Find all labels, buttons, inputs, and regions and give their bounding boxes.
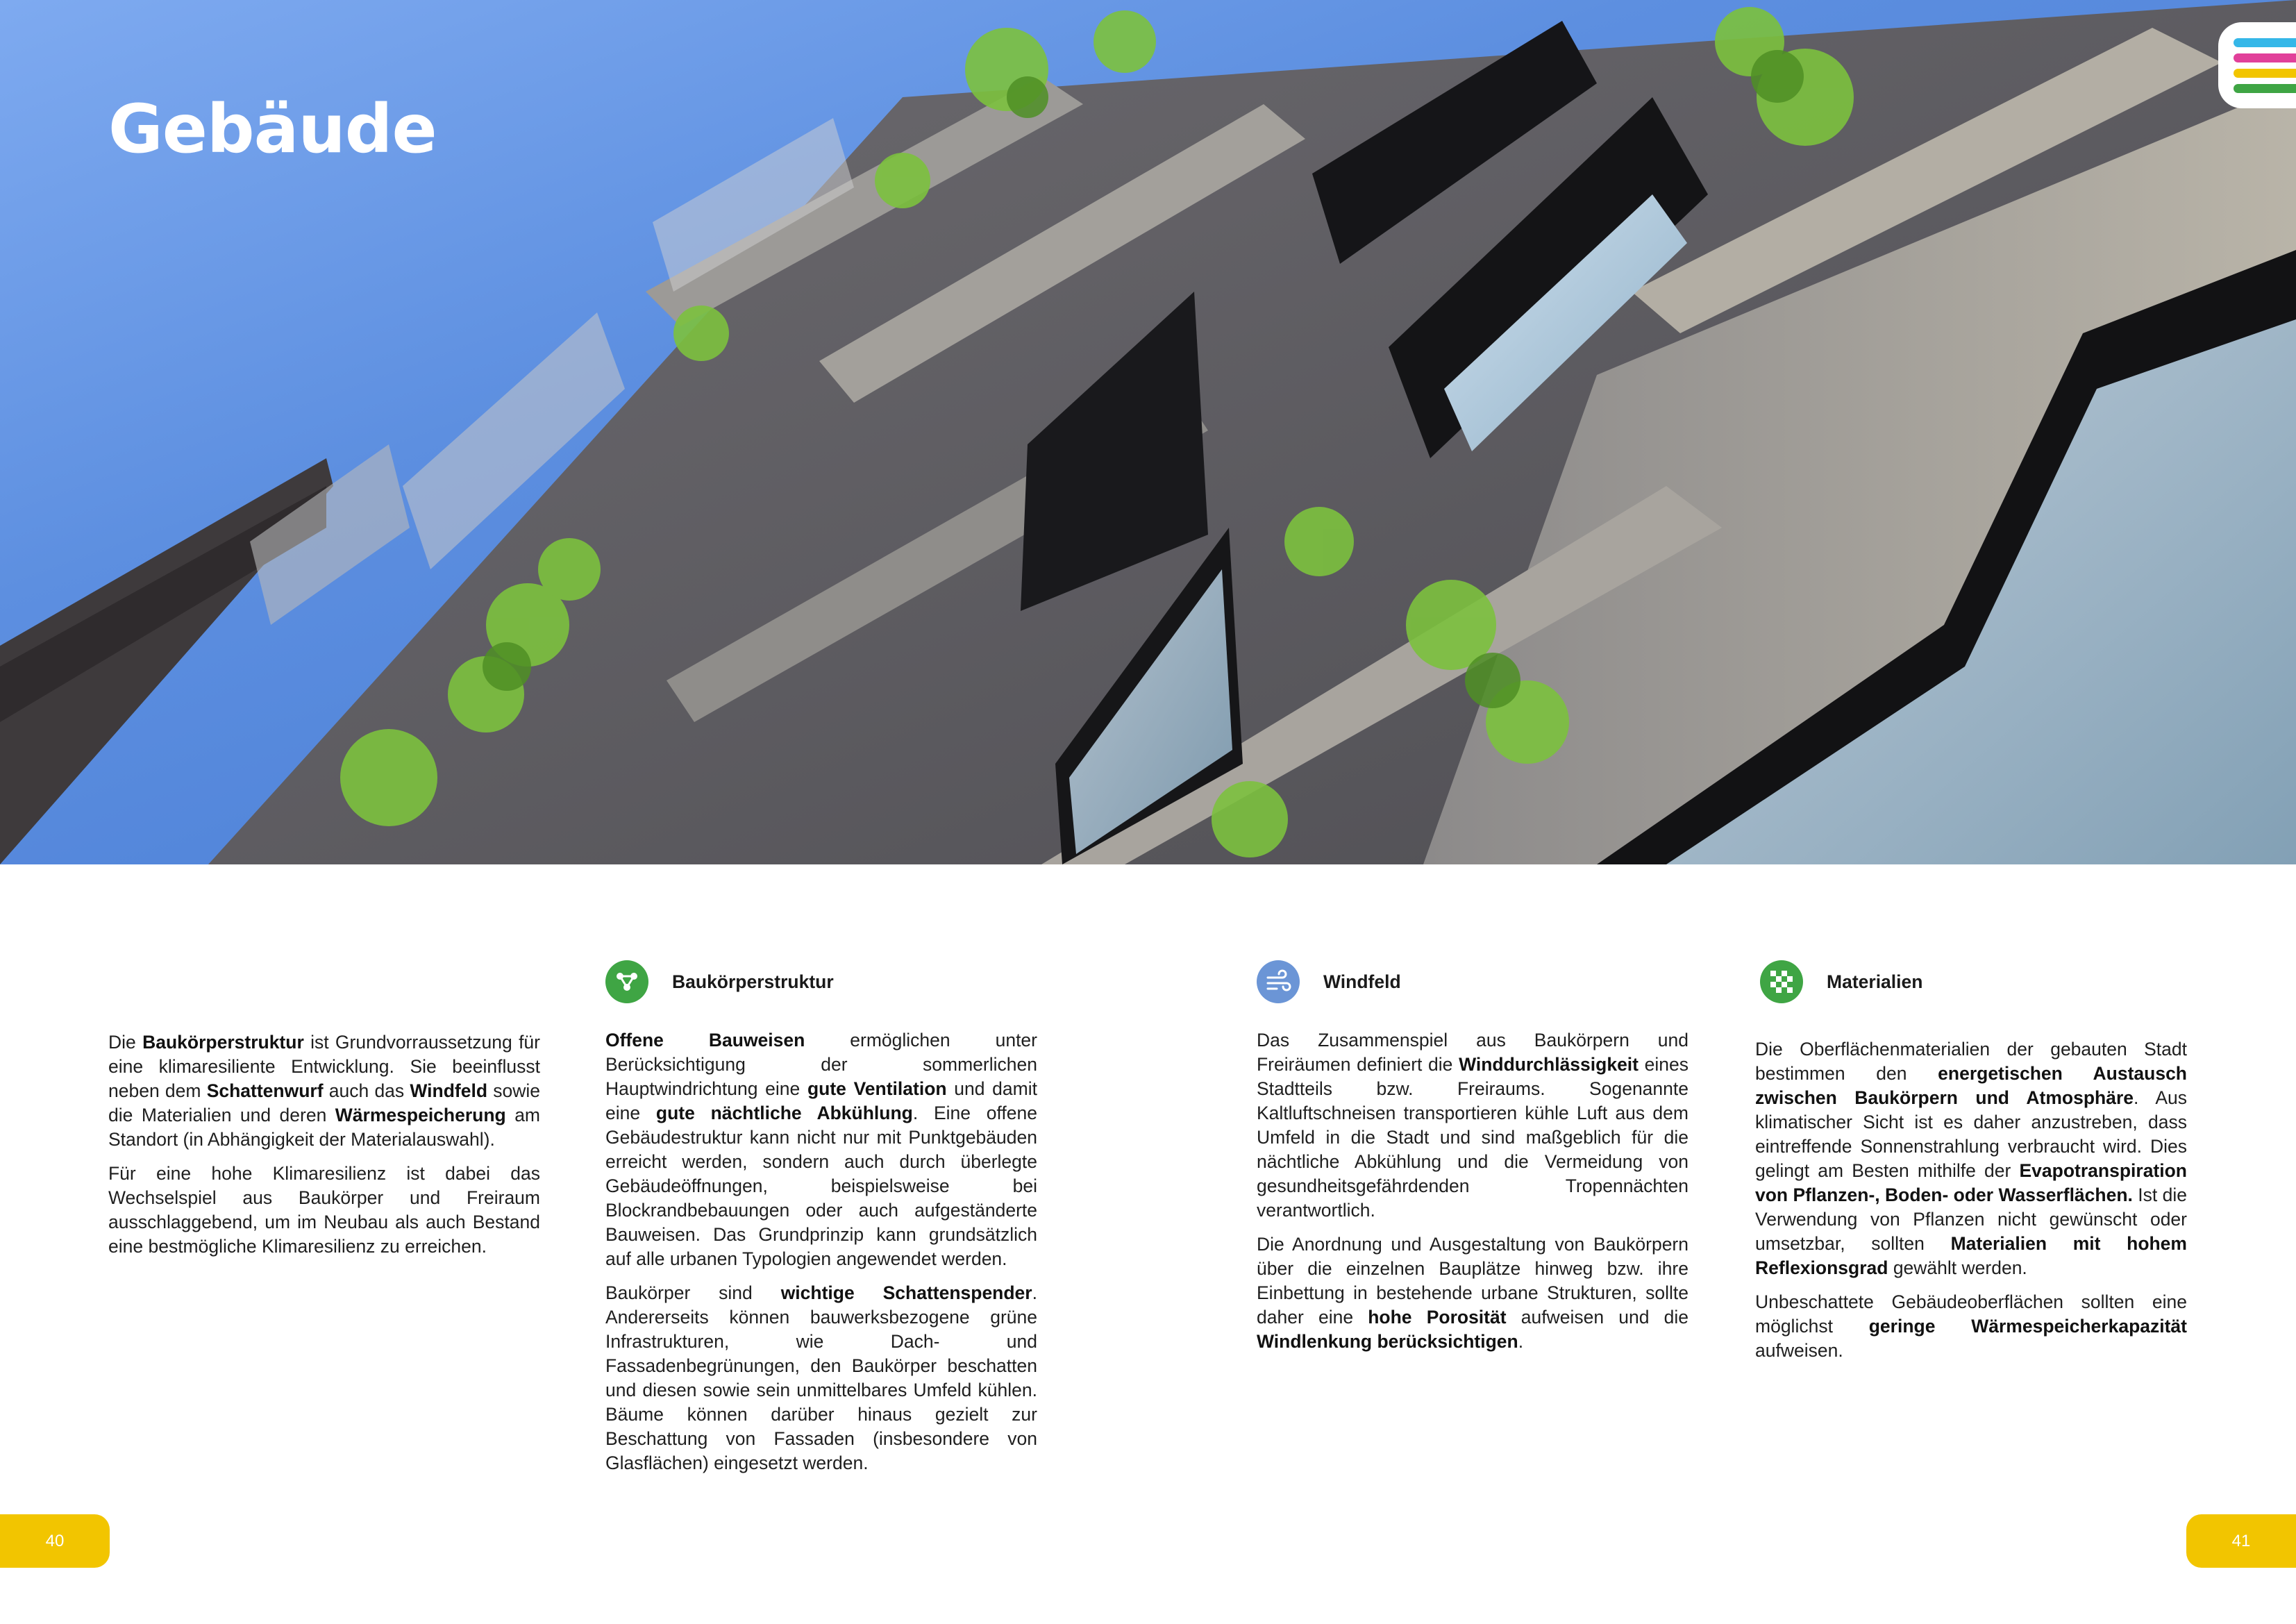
bold-text: Offene Bauweisen: [605, 1030, 805, 1050]
text-run: Die: [108, 1032, 143, 1053]
paragraph: [1755, 1037, 2187, 1280]
bold-text: Windlenkung berücksichtigen: [1257, 1331, 1518, 1352]
molecule-icon: [605, 960, 648, 1003]
text-run: Ist die Verwendung von Pflanzen nicht gewünscht oder umsetzbar, sollten: [1755, 1184, 2187, 1254]
bold-text: wichtige Schattenspender: [780, 1282, 1032, 1303]
bold-text: gute Ventilation: [807, 1078, 947, 1099]
text-run: ermöglichen unter Berücksichtigung der sommerlichen Hauptwindrichtung eine: [605, 1030, 1037, 1099]
bold-text: gute nächtliche Abkühlung: [655, 1103, 913, 1123]
text-run: . Eine offene Gebäudestruktur kann nicht nur mit Punktgebäuden erreicht werden, sondern auch durch überlegte Gebäudeöffnungen, beispielsweise bei Blockrandbebauungen oder auch aufgeständerte Bauweisen. Das Grundprinzip kann grundsätzlich auf alle urbanen Typologien angewendet werden.: [605, 1103, 1038, 1269]
section-heading: Windfeld: [1323, 971, 1401, 992]
menu-stripe-pink: [2234, 53, 2296, 62]
page-title: Gebäude: [108, 90, 437, 168]
text-run: Die Oberflächenmaterialien der gebauten Stadt bestimmen den: [1755, 1039, 2187, 1084]
page-number-right: 41: [2186, 1514, 2296, 1568]
section-text-baukoerperstruktur: [605, 1028, 1037, 1485]
text-run: Baukörper sind: [605, 1282, 781, 1303]
text-run: . Andererseits können bauwerksbezogene grüne Infrastrukturen, wie Dach- und Fassadenbegrünungen, den Baukörper beschatten und diesen sowie sein unmittelbares Umfeld kühlen. Bäume können darüber hinaus gezielt zur Beschattung von Fassaden (insbesondere von Glasflächen) eingesetzt werden.: [605, 1282, 1037, 1473]
section-text-windfeld: [1257, 1028, 1689, 1364]
menu-stripe-blue: [2234, 38, 2296, 47]
text-run: auch das: [323, 1080, 410, 1101]
paragraph: [1755, 1290, 2187, 1363]
text-run: aufweisen.: [1755, 1340, 1843, 1361]
text-run: gewählt werden.: [1888, 1257, 2027, 1278]
text-run: ist Grundvorraussetzung für eine klimaresiliente Entwicklung. Sie beeinflusst neben dem: [108, 1032, 540, 1101]
paragraph: [605, 1028, 1037, 1271]
menu-stripe-green: [2234, 84, 2296, 93]
bold-text: Windfeld: [410, 1080, 488, 1101]
text-run: eines Stadtteils bzw. Freiraums. Sogenannte Kaltluftschneisen transportieren kühle Luft aus dem Umfeld in die Stadt und sind maßgeblich für die nächtliche Abkühlung und die Vermeidung von gesundheitsgefährdenden Tropennächten verantwortlich.: [1257, 1054, 1689, 1221]
bold-text: Schattenwurf: [206, 1080, 324, 1101]
bold-text: Baukörperstruktur: [142, 1032, 304, 1053]
bold-text: geringe Wärmespeicherkapazität: [1868, 1316, 2187, 1337]
bold-text: energetischen Austausch zwischen Baukörpern und Atmosphäre: [1755, 1063, 2187, 1108]
section-heading: Materialien: [1827, 971, 1923, 992]
text-run: Die Anordnung und Ausgestaltung von Baukörpern über die einzelnen Bauplätze hinweg bzw. ihre Einbettung in bestehende urbane Strukturen, sollte daher eine: [1257, 1234, 1689, 1328]
text-run: .: [1518, 1331, 1524, 1352]
section-header-windfeld: [1257, 960, 1401, 1003]
section-text-materialien: [1755, 1037, 2187, 1373]
menu-tab[interactable]: [2218, 22, 2296, 108]
bold-text: Wärmespeicherung: [335, 1105, 506, 1125]
text-run: am Standort (in Abhängigkeit der Materialauswahl).: [108, 1105, 541, 1150]
paragraph: [108, 1162, 540, 1259]
checker-grid-icon: [1760, 960, 1803, 1003]
text-run: Unbeschattete Gebäudeoberflächen sollten eine möglichst: [1755, 1291, 2187, 1337]
text-run: und damit eine: [605, 1078, 1037, 1123]
page-number-left: 40: [0, 1514, 110, 1568]
wind-icon: [1257, 960, 1300, 1003]
paragraph: [108, 1030, 540, 1152]
intro-column: [108, 1030, 540, 1269]
section-header-materialien: [1760, 960, 1922, 1003]
text-run: Für eine hohe Klimaresilienz ist dabei das Wechselspiel aus Baukörper und Freiraum ausschlaggebend, um im Neubau als auch Bestand eine bestmögliche Klimaresilienz zu erreichen.: [108, 1163, 540, 1257]
bold-text: Materialien mit hohem Reflexionsgrad: [1755, 1233, 2187, 1278]
text-run: . Aus klimatischer Sicht ist es daher anzustreben, dass eintreffende Sonnenstrahlung verbraucht wird. Dies gelingt am Besten mithilfe der: [1755, 1087, 2187, 1181]
section-header-baukoerperstruktur: [605, 960, 834, 1003]
text-run: aufweisen und die: [1506, 1307, 1689, 1328]
paragraph: [605, 1281, 1037, 1475]
bold-text: Evapotranspiration von Pflanzen-, Boden- oder Wasserflächen.: [1755, 1160, 2187, 1205]
bold-text: Winddurchlässigkeit: [1459, 1054, 1639, 1075]
text-run: sowie die Materialien und deren: [108, 1080, 540, 1125]
text-run: Das Zusammenspiel aus Baukörpern und Freiräumen definiert die: [1257, 1030, 1689, 1075]
section-heading: Baukörperstruktur: [672, 971, 834, 992]
paragraph: [1257, 1028, 1689, 1223]
menu-stripe-yellow: [2234, 69, 2296, 78]
bold-text: hohe Porosität: [1368, 1307, 1507, 1328]
paragraph: [1257, 1232, 1689, 1354]
